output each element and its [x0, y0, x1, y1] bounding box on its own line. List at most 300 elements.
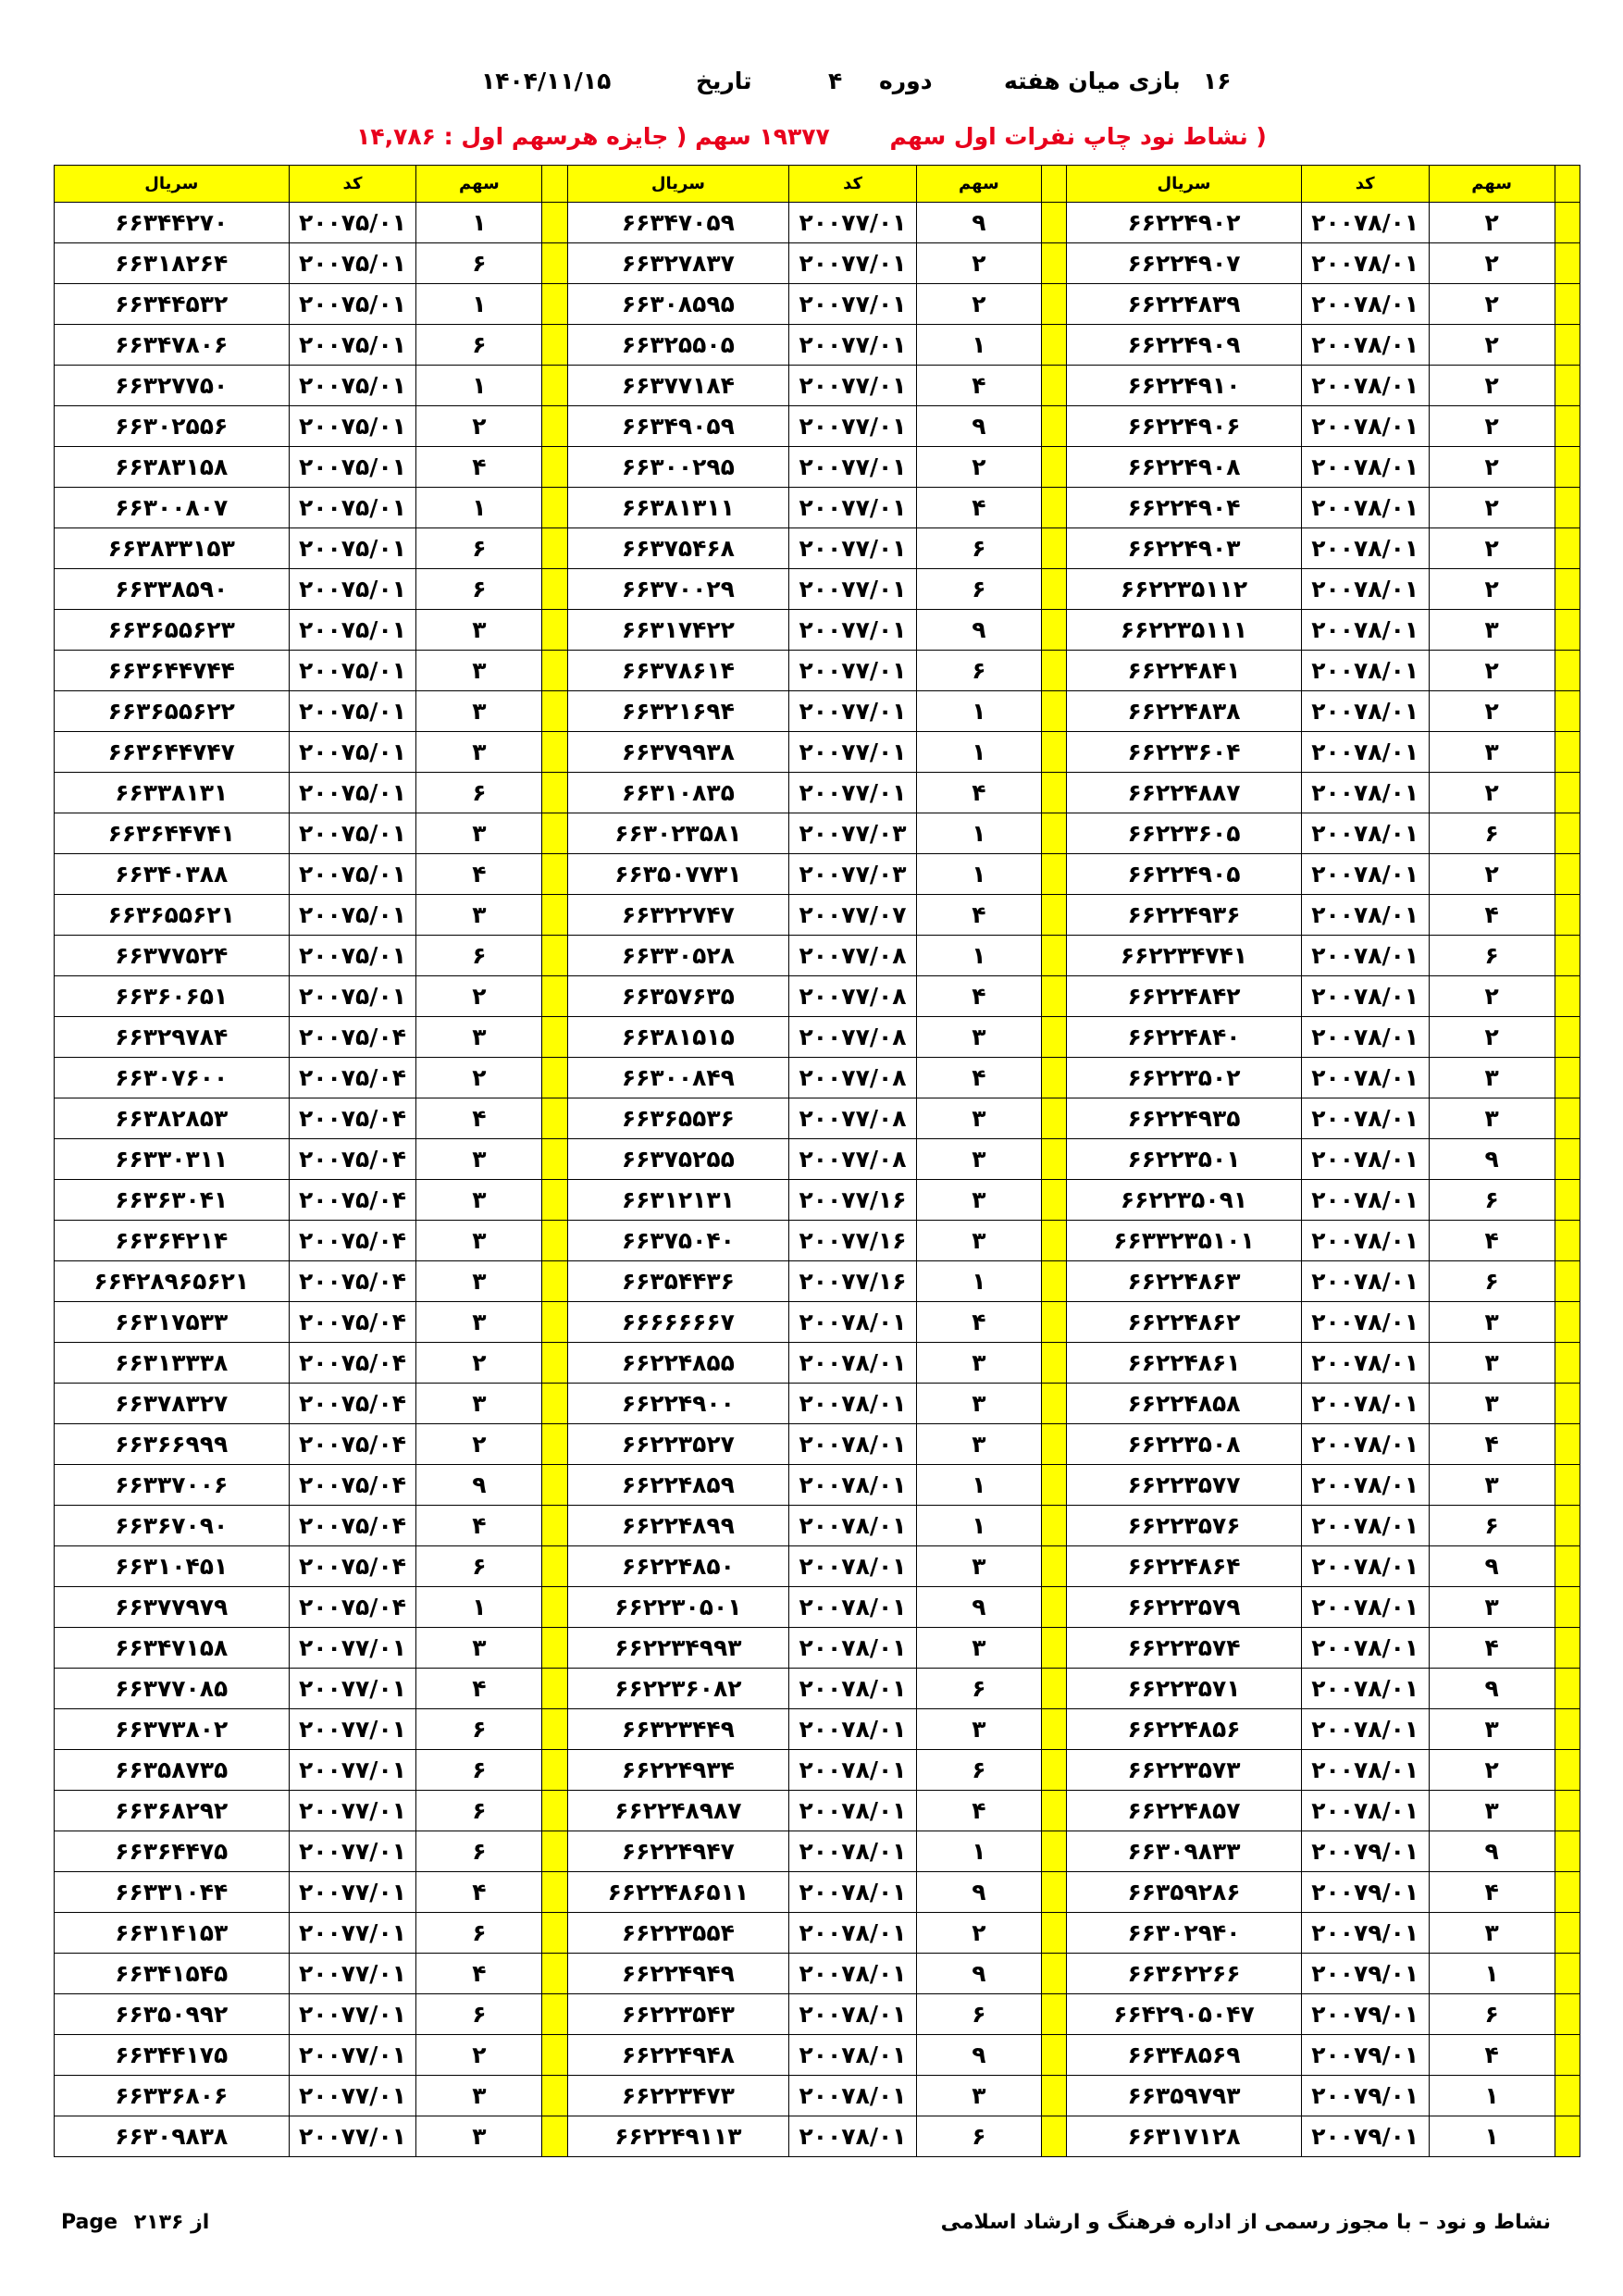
cell-share: ۳ — [916, 1017, 1041, 1058]
cell-serial: ۶۶۲۲۴۸۴۲ — [1067, 976, 1302, 1017]
table-row — [55, 569, 1580, 610]
cell-code: ۲۰۰۷۸/۰۱ — [1301, 243, 1429, 284]
cell-share: ۲ — [1429, 406, 1555, 447]
cell-serial: ۶۶۳۶۵۵۳۶ — [567, 1098, 788, 1139]
cell-spacer — [1041, 1791, 1066, 1831]
cell-spacer — [1041, 895, 1066, 936]
cell-code: ۲۰۰۷۵/۰۴ — [289, 1098, 416, 1139]
cell-code: ۲۰۰۷۸/۰۱ — [789, 1872, 917, 1913]
cell-spacer — [1555, 488, 1580, 528]
cell-serial: ۶۶۳۶۵۵۶۲۱ — [55, 895, 290, 936]
table-row — [55, 1628, 1580, 1669]
cell-spacer — [1041, 1546, 1066, 1587]
cell-code: ۲۰۰۷۸/۰۱ — [1301, 406, 1429, 447]
cell-code: ۲۰۰۷۸/۰۱ — [1301, 325, 1429, 366]
cell-serial: ۶۶۳۰۹۸۳۳ — [1067, 1831, 1302, 1872]
cell-spacer — [1041, 243, 1066, 284]
cell-share: ۴ — [916, 488, 1041, 528]
cell-code: ۲۰۰۷۷/۰۱ — [789, 325, 917, 366]
cell-code: ۲۰۰۷۸/۰۱ — [1301, 569, 1429, 610]
cell-spacer — [542, 854, 567, 895]
cell-serial: ۶۶۳۶۰۶۵۱ — [55, 976, 290, 1017]
cell-code: ۲۰۰۷۷/۱۶ — [789, 1180, 917, 1221]
cell-code: ۲۰۰۷۵/۰۴ — [289, 1180, 416, 1221]
cell-code: ۲۰۰۷۷/۰۱ — [289, 2035, 416, 2076]
cell-spacer — [542, 1994, 567, 2035]
cell-share: ۲ — [916, 284, 1041, 325]
cell-serial: ۶۶۲۲۴۸۴۰ — [1067, 1017, 1302, 1058]
cell-share: ۶ — [1429, 936, 1555, 976]
cell-code: ۲۰۰۷۸/۰۱ — [789, 1994, 917, 2035]
cell-share: ۹ — [416, 1465, 542, 1506]
cell-spacer — [1555, 691, 1580, 732]
cell-spacer — [1041, 2076, 1066, 2116]
cell-share: ۶ — [416, 1994, 542, 2035]
cell-spacer — [1041, 691, 1066, 732]
cell-share: ۱ — [416, 284, 542, 325]
cell-spacer — [542, 651, 567, 691]
table-row — [55, 1506, 1580, 1546]
cell-share: ۳ — [1429, 1465, 1555, 1506]
cell-code: ۲۰۰۷۷/۰۱ — [289, 1791, 416, 1831]
cell-serial: ۶۶۳۷۷۱۸۴ — [567, 366, 788, 406]
cell-spacer — [1555, 1465, 1580, 1506]
cell-share: ۳ — [416, 1139, 542, 1180]
period-value: ۴ — [828, 68, 843, 94]
cell-serial: ۶۶۲۲۴۸۳۸ — [1067, 691, 1302, 732]
table-row — [55, 1913, 1580, 1954]
cell-spacer — [1041, 284, 1066, 325]
cell-spacer — [542, 1221, 567, 1261]
cell-share: ۲ — [916, 1913, 1041, 1954]
cell-share: ۳ — [916, 1180, 1041, 1221]
cell-code: ۲۰۰۷۷/۰۱ — [789, 651, 917, 691]
table-row — [55, 366, 1580, 406]
cell-spacer — [1555, 1546, 1580, 1587]
cell-code: ۲۰۰۷۷/۰۱ — [289, 1750, 416, 1791]
cell-share: ۳ — [916, 1139, 1041, 1180]
cell-serial: ۶۶۳۷۵۲۵۵ — [567, 1139, 788, 1180]
cell-code: ۲۰۰۷۸/۰۱ — [1301, 1669, 1429, 1709]
cell-code: ۲۰۰۷۸/۰۱ — [1301, 1098, 1429, 1139]
cell-serial: ۶۶۲۲۴۹۰۸ — [1067, 447, 1302, 488]
cell-code: ۲۰۰۷۸/۰۱ — [789, 1954, 917, 1994]
cell-share: ۲ — [416, 406, 542, 447]
cell-code: ۲۰۰۷۸/۰۱ — [1301, 976, 1429, 1017]
cell-code: ۲۰۰۷۵/۰۱ — [289, 773, 416, 813]
table-row — [55, 976, 1580, 1017]
cell-code: ۲۰۰۷۸/۰۱ — [789, 1424, 917, 1465]
cell-serial: ۶۶۲۲۴۸۵۸ — [1067, 1384, 1302, 1424]
cell-serial: ۶۶۳۳۸۱۳۱ — [55, 773, 290, 813]
cell-spacer — [1555, 1221, 1580, 1261]
results-table — [54, 165, 1580, 2157]
table-row — [55, 284, 1580, 325]
cell-share: ۳ — [416, 610, 542, 651]
cell-code: ۲۰۰۷۵/۰۱ — [289, 691, 416, 732]
cell-serial: ۶۶۳۵۹۷۹۳ — [1067, 2076, 1302, 2116]
cell-code: ۲۰۰۷۷/۰۳ — [789, 813, 917, 854]
cell-code: ۲۰۰۷۹/۰۱ — [1301, 1954, 1429, 1994]
cell-share: ۶ — [1429, 1261, 1555, 1302]
cell-serial: ۶۶۶۶۶۶۶۷ — [567, 1302, 788, 1343]
cell-serial: ۶۶۲۲۴۹۳۵ — [1067, 1098, 1302, 1139]
cell-code: ۲۰۰۷۸/۰۱ — [789, 1343, 917, 1384]
table-row — [55, 1791, 1580, 1831]
table-row — [55, 2116, 1580, 2157]
cell-share: ۴ — [916, 366, 1041, 406]
cell-share: ۲ — [1429, 976, 1555, 1017]
cell-code: ۲۰۰۷۸/۰۱ — [1301, 203, 1429, 243]
cell-serial: ۶۶۳۱۸۲۶۴ — [55, 243, 290, 284]
cell-serial: ۶۶۳۷۷۵۲۴ — [55, 936, 290, 976]
cell-share: ۳ — [916, 1384, 1041, 1424]
cell-spacer — [542, 1669, 567, 1709]
cell-spacer — [1555, 1913, 1580, 1954]
cell-share: ۱ — [916, 691, 1041, 732]
cell-code: ۲۰۰۷۸/۰۱ — [1301, 1750, 1429, 1791]
cell-share: ۶ — [916, 651, 1041, 691]
cell-serial: ۶۶۳۲۹۷۸۴ — [55, 1017, 290, 1058]
cell-code: ۲۰۰۷۷/۰۱ — [789, 610, 917, 651]
cell-spacer — [1555, 1098, 1580, 1139]
cell-serial: ۶۶۳۴۴۲۷۰ — [55, 203, 290, 243]
cell-serial: ۶۶۳۴۷۸۰۶ — [55, 325, 290, 366]
cell-spacer — [542, 406, 567, 447]
cell-code: ۲۰۰۷۵/۰۱ — [289, 406, 416, 447]
cell-serial: ۶۶۲۲۴۹۰۶ — [1067, 406, 1302, 447]
cell-code: ۲۰۰۷۹/۰۱ — [1301, 1994, 1429, 2035]
cell-share: ۶ — [416, 1913, 542, 1954]
cell-spacer — [542, 1872, 567, 1913]
cell-share: ۴ — [416, 1506, 542, 1546]
subtitle-part-1: ( نشاط نود چاپ نفرات اول سهم — [889, 123, 1267, 150]
header-code: کد — [789, 166, 917, 203]
cell-serial: ۶۶۳۴۹۰۵۹ — [567, 406, 788, 447]
cell-share: ۹ — [916, 406, 1041, 447]
cell-share: ۴ — [1429, 2035, 1555, 2076]
cell-spacer — [1555, 1180, 1580, 1221]
cell-code: ۲۰۰۷۵/۰۱ — [289, 976, 416, 1017]
cell-code: ۲۰۰۷۷/۰۱ — [289, 1709, 416, 1750]
cell-serial: ۶۶۳۷۸۳۲۷ — [55, 1384, 290, 1424]
cell-code: ۲۰۰۷۷/۰۱ — [289, 1994, 416, 2035]
cell-serial: ۶۶۲۲۴۸۵۵ — [567, 1343, 788, 1384]
cell-share: ۴ — [916, 976, 1041, 1017]
table-row — [55, 488, 1580, 528]
cell-share: ۶ — [416, 1831, 542, 1872]
cell-serial: ۶۶۲۲۴۹۰۰ — [567, 1384, 788, 1424]
cell-spacer — [542, 1465, 567, 1506]
cell-spacer — [1555, 976, 1580, 1017]
cell-spacer — [542, 569, 567, 610]
cell-code: ۲۰۰۷۵/۰۱ — [289, 203, 416, 243]
cell-spacer — [542, 528, 567, 569]
cell-serial: ۶۶۳۱۳۳۳۸ — [55, 1343, 290, 1384]
cell-spacer — [542, 1058, 567, 1098]
cell-serial: ۶۶۳۳۰۳۱۱ — [55, 1139, 290, 1180]
cell-code: ۲۰۰۷۸/۰۱ — [789, 1384, 917, 1424]
cell-serial: ۶۶۳۳۷۰۰۶ — [55, 1465, 290, 1506]
cell-code: ۲۰۰۷۷/۰۸ — [789, 976, 917, 1017]
cell-code: ۲۰۰۷۷/۱۶ — [789, 1261, 917, 1302]
cell-code: ۲۰۰۷۵/۰۱ — [289, 854, 416, 895]
cell-code: ۲۰۰۷۸/۰۱ — [1301, 1628, 1429, 1669]
cell-serial: ۶۶۳۳۸۵۹۰ — [55, 569, 290, 610]
cell-code: ۲۰۰۷۸/۰۱ — [789, 1750, 917, 1791]
cell-code: ۲۰۰۷۵/۰۱ — [289, 651, 416, 691]
cell-code: ۲۰۰۷۷/۰۱ — [289, 1872, 416, 1913]
cell-share: ۳ — [1429, 1343, 1555, 1384]
cell-code: ۲۰۰۷۷/۰۱ — [789, 569, 917, 610]
table-row — [55, 2035, 1580, 2076]
cell-code: ۲۰۰۷۸/۰۱ — [789, 1913, 917, 1954]
cell-spacer — [1555, 1261, 1580, 1302]
cell-code: ۲۰۰۷۸/۰۱ — [1301, 1384, 1429, 1424]
cell-code: ۲۰۰۷۸/۰۱ — [789, 1628, 917, 1669]
cell-serial: ۶۶۲۲۴۸۵۰ — [567, 1546, 788, 1587]
cell-share: ۳ — [416, 1180, 542, 1221]
cell-share: ۳ — [416, 1221, 542, 1261]
cell-code: ۲۰۰۷۸/۰۱ — [1301, 1058, 1429, 1098]
cell-share: ۶ — [416, 1750, 542, 1791]
cell-code: ۲۰۰۷۵/۰۴ — [289, 1465, 416, 1506]
cell-serial: ۶۶۳۱۰۸۳۵ — [567, 773, 788, 813]
cell-serial: ۶۶۲۲۴۸۶۳ — [1067, 1261, 1302, 1302]
cell-spacer — [1555, 2076, 1580, 2116]
cell-share: ۳ — [1429, 1709, 1555, 1750]
date-label: تاریخ — [696, 68, 752, 94]
header-spacer — [542, 166, 567, 203]
cell-share: ۳ — [416, 732, 542, 773]
cell-share: ۶ — [416, 1546, 542, 1587]
cell-spacer — [1041, 610, 1066, 651]
cell-serial: ۶۶۲۲۴۸۹۹ — [567, 1506, 788, 1546]
table-row — [55, 1669, 1580, 1709]
cell-share: ۳ — [416, 1384, 542, 1424]
cell-code: ۲۰۰۷۷/۰۱ — [789, 488, 917, 528]
cell-code: ۲۰۰۷۸/۰۱ — [1301, 1302, 1429, 1343]
cell-share: ۲ — [1429, 528, 1555, 569]
cell-code: ۲۰۰۷۵/۰۱ — [289, 610, 416, 651]
cell-code: ۲۰۰۷۸/۰۱ — [1301, 1139, 1429, 1180]
cell-share: ۲ — [1429, 203, 1555, 243]
cell-code: ۲۰۰۷۸/۰۱ — [1301, 1587, 1429, 1628]
cell-serial: ۶۶۳۰۰۸۴۹ — [567, 1058, 788, 1098]
cell-code: ۲۰۰۷۸/۰۱ — [1301, 1017, 1429, 1058]
cell-serial: ۶۶۳۶۴۴۷۵ — [55, 1831, 290, 1872]
cell-spacer — [542, 1831, 567, 1872]
cell-code: ۲۰۰۷۸/۰۱ — [1301, 691, 1429, 732]
cell-spacer — [542, 1587, 567, 1628]
cell-spacer — [1555, 528, 1580, 569]
cell-spacer — [1041, 936, 1066, 976]
cell-serial: ۶۶۳۷۳۸۰۲ — [55, 1709, 290, 1750]
cell-code: ۲۰۰۷۸/۰۱ — [1301, 284, 1429, 325]
cell-spacer — [1555, 366, 1580, 406]
cell-code: ۲۰۰۷۸/۰۱ — [1301, 1709, 1429, 1750]
cell-spacer — [1041, 1669, 1066, 1709]
cell-spacer — [542, 936, 567, 976]
cell-share: ۳ — [1429, 1791, 1555, 1831]
cell-serial: ۶۶۲۲۳۵۷۶ — [1067, 1506, 1302, 1546]
cell-code: ۲۰۰۷۸/۰۱ — [1301, 610, 1429, 651]
cell-code: ۲۰۰۷۷/۰۱ — [789, 773, 917, 813]
cell-share: ۱ — [916, 732, 1041, 773]
cell-share: ۲ — [1429, 691, 1555, 732]
cell-serial: ۶۶۳۰۲۹۴۰ — [1067, 1913, 1302, 1954]
cell-share: ۱ — [916, 1261, 1041, 1302]
cell-share: ۴ — [916, 1058, 1041, 1098]
cell-share: ۲ — [1429, 854, 1555, 895]
cell-serial: ۶۶۳۸۲۸۵۳ — [55, 1098, 290, 1139]
cell-share: ۴ — [416, 854, 542, 895]
cell-code: ۲۰۰۷۸/۰۱ — [1301, 773, 1429, 813]
cell-share: ۶ — [916, 2116, 1041, 2157]
cell-code: ۲۰۰۷۷/۰۱ — [789, 366, 917, 406]
cell-spacer — [542, 1506, 567, 1546]
cell-serial: ۶۶۳۲۷۷۵۰ — [55, 366, 290, 406]
cell-code: ۲۰۰۷۵/۰۴ — [289, 1424, 416, 1465]
cell-serial: ۶۶۲۲۴۹۳۴ — [567, 1750, 788, 1791]
game-title: بازی میان هفته — [1004, 68, 1181, 94]
cell-share: ۴ — [416, 1872, 542, 1913]
cell-code: ۲۰۰۷۵/۰۱ — [289, 284, 416, 325]
cell-share: ۶ — [1429, 813, 1555, 854]
cell-serial: ۶۶۳۲۳۴۴۹ — [567, 1709, 788, 1750]
cell-serial: ۶۶۲۲۳۵۴۳ — [567, 1994, 788, 2035]
cell-serial: ۶۶۳۴۴۱۷۵ — [55, 2035, 290, 2076]
cell-share: ۳ — [916, 1709, 1041, 1750]
cell-share: ۹ — [916, 1872, 1041, 1913]
cell-share: ۶ — [916, 1669, 1041, 1709]
cell-serial: ۶۶۳۶۶۹۹۹ — [55, 1424, 290, 1465]
cell-serial: ۶۶۲۲۳۵۲۷ — [567, 1424, 788, 1465]
cell-share: ۶ — [416, 936, 542, 976]
header-spacer — [1555, 166, 1580, 203]
cell-spacer — [542, 813, 567, 854]
cell-share: ۲ — [1429, 284, 1555, 325]
table-row — [55, 1098, 1580, 1139]
cell-code: ۲۰۰۷۸/۰۱ — [1301, 1221, 1429, 1261]
cell-share: ۲ — [416, 1343, 542, 1384]
cell-serial: ۶۶۲۲۳۶۰۸۲ — [567, 1669, 788, 1709]
cell-code: ۲۰۰۷۸/۰۱ — [1301, 813, 1429, 854]
cell-serial: ۶۶۳۴۱۵۴۵ — [55, 1954, 290, 1994]
table-row — [55, 773, 1580, 813]
cell-code: ۲۰۰۷۸/۰۱ — [1301, 732, 1429, 773]
cell-spacer — [542, 1750, 567, 1791]
cell-spacer — [1041, 366, 1066, 406]
cell-spacer — [1555, 243, 1580, 284]
cell-serial: ۶۶۲۲۳۵۷۹ — [1067, 1587, 1302, 1628]
cell-share: ۲ — [916, 447, 1041, 488]
cell-code: ۲۰۰۷۸/۰۱ — [789, 2035, 917, 2076]
table-row — [55, 1343, 1580, 1384]
cell-code: ۲۰۰۷۸/۰۱ — [789, 1791, 917, 1831]
table-row — [55, 325, 1580, 366]
cell-share: ۹ — [916, 203, 1041, 243]
cell-serial: ۶۶۳۰۰۲۹۵ — [567, 447, 788, 488]
cell-code: ۲۰۰۷۸/۰۱ — [1301, 1465, 1429, 1506]
cell-share: ۹ — [1429, 1546, 1555, 1587]
cell-spacer — [1041, 651, 1066, 691]
cell-share: ۱ — [916, 1465, 1041, 1506]
cell-spacer — [542, 1180, 567, 1221]
cell-share: ۳ — [416, 2076, 542, 2116]
cell-code: ۲۰۰۷۵/۰۱ — [289, 895, 416, 936]
table-row — [55, 528, 1580, 569]
cell-serial: ۶۶۲۲۴۸۶۴ — [1067, 1546, 1302, 1587]
cell-share: ۹ — [916, 1954, 1041, 1994]
cell-code: ۲۰۰۷۷/۰۳ — [789, 854, 917, 895]
cell-serial: ۶۶۳۴۷۰۵۹ — [567, 203, 788, 243]
cell-spacer — [1555, 651, 1580, 691]
cell-share: ۱ — [916, 854, 1041, 895]
cell-spacer — [1555, 895, 1580, 936]
cell-serial: ۶۶۳۴۸۵۶۹ — [1067, 2035, 1302, 2076]
cell-share: ۲ — [416, 976, 542, 1017]
cell-spacer — [1555, 1709, 1580, 1750]
cell-serial: ۶۶۲۲۴۹۰۳ — [1067, 528, 1302, 569]
cell-share: ۶ — [416, 773, 542, 813]
table-row — [55, 1384, 1580, 1424]
cell-code: ۲۰۰۷۸/۰۱ — [789, 2076, 917, 2116]
cell-spacer — [542, 1384, 567, 1424]
cell-code: ۲۰۰۷۵/۰۴ — [289, 1302, 416, 1343]
cell-serial: ۶۶۳۷۹۹۳۸ — [567, 732, 788, 773]
cell-spacer — [1041, 1424, 1066, 1465]
cell-serial: ۶۶۲۲۴۸۸۷ — [1067, 773, 1302, 813]
cell-spacer — [542, 1546, 567, 1587]
cell-code: ۲۰۰۷۸/۰۱ — [789, 2116, 917, 2157]
cell-spacer — [1041, 1587, 1066, 1628]
cell-share: ۱ — [916, 936, 1041, 976]
cell-serial: ۶۶۲۲۴۹۰۹ — [1067, 325, 1302, 366]
cell-share: ۳ — [416, 1261, 542, 1302]
cell-serial: ۶۶۳۳۶۸۰۶ — [55, 2076, 290, 2116]
cell-serial: ۶۶۳۵۷۶۳۵ — [567, 976, 788, 1017]
cell-spacer — [1555, 1424, 1580, 1465]
cell-spacer — [542, 447, 567, 488]
cell-share: ۳ — [916, 1221, 1041, 1261]
header-spacer — [1041, 166, 1066, 203]
cell-serial: ۶۶۳۰۷۶۰۰ — [55, 1058, 290, 1098]
cell-code: ۲۰۰۷۷/۰۱ — [289, 1954, 416, 1994]
cell-share: ۲ — [416, 1424, 542, 1465]
cell-serial: ۶۶۳۵۴۴۳۶ — [567, 1261, 788, 1302]
cell-spacer — [1041, 406, 1066, 447]
cell-serial: ۶۶۳۲۲۷۴۷ — [567, 895, 788, 936]
cell-code: ۲۰۰۷۷/۰۱ — [289, 1669, 416, 1709]
cell-spacer — [542, 2035, 567, 2076]
cell-share: ۶ — [916, 528, 1041, 569]
cell-code: ۲۰۰۷۸/۰۱ — [789, 1506, 917, 1546]
cell-share: ۱ — [916, 1506, 1041, 1546]
cell-serial: ۶۶۳۵۹۲۸۶ — [1067, 1872, 1302, 1913]
cell-code: ۲۰۰۷۸/۰۱ — [789, 1546, 917, 1587]
cell-serial: ۶۶۲۲۳۵۰۹۱ — [1067, 1180, 1302, 1221]
cell-serial: ۶۶۳۸۳۳۱۵۳ — [55, 528, 290, 569]
cell-code: ۲۰۰۷۹/۰۱ — [1301, 1913, 1429, 1954]
cell-spacer — [1555, 1994, 1580, 2035]
cell-spacer — [1555, 1954, 1580, 1994]
header-share: سهم — [1429, 166, 1555, 203]
cell-spacer — [1041, 773, 1066, 813]
cell-spacer — [1041, 325, 1066, 366]
cell-spacer — [1555, 813, 1580, 854]
cell-share: ۱ — [416, 1587, 542, 1628]
